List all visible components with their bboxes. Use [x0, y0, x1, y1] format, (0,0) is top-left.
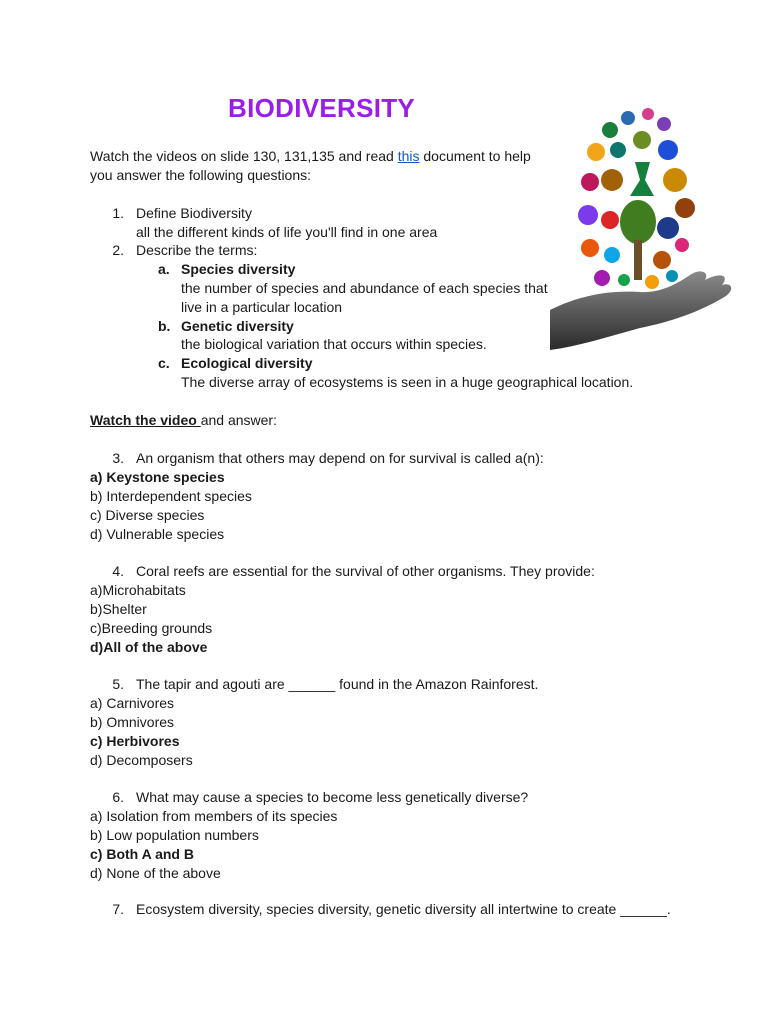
question-6-number: 6. — [112, 789, 124, 805]
term-a-letter: a. — [158, 261, 170, 277]
answer-option: b) Omnivores — [90, 714, 175, 730]
video-link[interactable]: Watch the video — [90, 412, 201, 428]
answer-option: a)Microhabitats — [90, 582, 186, 598]
term-b-letter: b. — [158, 318, 171, 334]
q2-text: Describe the terms: — [136, 242, 258, 258]
question-4-text: Coral reefs are essential for the survival of other organisms. They provide: — [136, 563, 595, 579]
page-title: BIODIVERSITY — [228, 93, 416, 123]
answer-option: d) None of the above — [90, 865, 221, 881]
answer-option: b) Low population numbers — [90, 827, 259, 843]
q1-answer: all the different kinds of life you'll find in one area — [136, 224, 438, 240]
question-3-number: 3. — [112, 450, 124, 466]
video-instruction-text: and answer: — [200, 412, 277, 428]
term-c-definition: The diverse array of ecosystems is seen in a huge geographical location. — [181, 374, 634, 390]
hand-shape — [550, 271, 731, 350]
answer-option: c)Breeding grounds — [90, 620, 213, 636]
biodiversity-illustration — [550, 100, 750, 356]
question-6-text: What may cause a species to become less genetically diverse? — [136, 789, 529, 805]
intro-text-cont: document to help — [419, 148, 531, 164]
question-7-number: 7. — [112, 901, 124, 917]
answer-option: b) Interdependent species — [90, 488, 252, 504]
answer-option: d) Vulnerable species — [90, 526, 225, 542]
answer-option: d) Decomposers — [90, 752, 193, 768]
term-a-definition-cont: live in a particular location — [181, 299, 343, 315]
term-b-name: Genetic diversity — [181, 318, 294, 334]
document-link[interactable]: this — [397, 148, 420, 164]
question-5-text: The tapir and agouti are ______ found in the Amazon Rainforest. — [136, 676, 539, 692]
term-c-letter: c. — [158, 355, 170, 371]
q2-number: 2. — [112, 242, 124, 258]
answer-option-selected: c) Both A and B — [90, 846, 194, 862]
intro-line-1 — [90, 147, 531, 165]
answer-option-selected: c) Herbivores — [90, 733, 180, 749]
question-7-text: Ecosystem diversity, species diversity, genetic diversity all intertwine to create ______. — [136, 901, 671, 917]
video-instruction — [90, 411, 277, 429]
q1-text: Define Biodiversity — [136, 205, 252, 221]
q1-number: 1. — [112, 205, 124, 221]
term-a-name: Species diversity — [181, 261, 296, 277]
question-3-text: An organism that others may depend on for survival is called a(n): — [136, 450, 544, 466]
answer-option: b)Shelter — [90, 601, 147, 617]
term-b-definition: the biological variation that occurs within species. — [181, 336, 487, 352]
question-5-number: 5. — [112, 676, 124, 692]
term-c-name: Ecological diversity — [181, 355, 313, 371]
intro-line-2: you answer the following questions: — [90, 167, 312, 183]
answer-option-selected: a) Keystone species — [90, 469, 225, 485]
answer-option-selected: d)All of the above — [90, 639, 208, 655]
intro-text: Watch the videos on slide 130, 131,135 and read — [90, 148, 398, 164]
answer-option: a) Carnivores — [90, 695, 175, 711]
answer-option: a) Isolation from members of its species — [90, 808, 338, 824]
term-a-definition: the number of species and abundance of each species that — [181, 280, 548, 296]
answer-option: c) Diverse species — [90, 507, 205, 523]
question-4-number: 4. — [112, 563, 124, 579]
species-silhouettes — [578, 108, 695, 289]
